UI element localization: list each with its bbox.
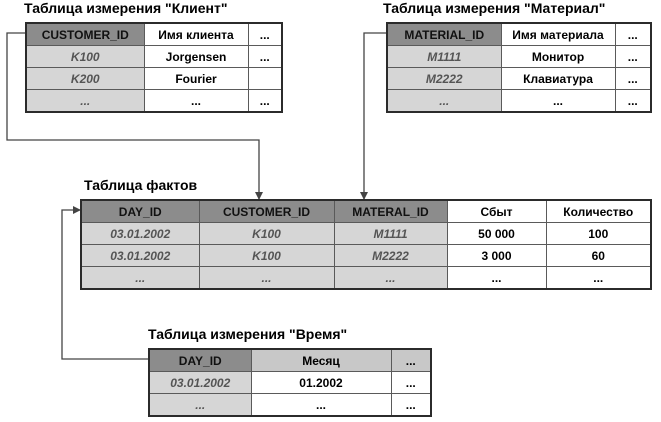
- cell-customer-id: K200: [26, 68, 144, 90]
- material-dim-table: [386, 22, 652, 113]
- cell-day-id: 03.01.2002: [149, 372, 251, 394]
- cell-material-id: M1111: [334, 223, 447, 245]
- header-customer-id: CUSTOMER_ID: [26, 23, 144, 46]
- cell-material-name: Монитор: [501, 46, 615, 68]
- table-row: [81, 223, 651, 245]
- header-more: ...: [615, 23, 651, 46]
- cell-ellipsis: ...: [501, 90, 615, 113]
- header-material-id: MATERAL_ID: [334, 200, 447, 223]
- cell-customer-name: Fourier: [144, 68, 248, 90]
- table-row: [149, 394, 431, 417]
- time-dim-title: Таблица измерения "Время": [148, 326, 348, 342]
- cell-customer-id: K100: [199, 223, 334, 245]
- table-row: [26, 46, 282, 68]
- customer-dim-title: Таблица измерения "Клиент": [24, 0, 228, 16]
- cell-sales: 50 000: [447, 223, 546, 245]
- cell-ellipsis: ...: [248, 90, 282, 113]
- cell-day-id: 03.01.2002: [81, 245, 199, 267]
- table-header-row: [81, 200, 651, 223]
- header-more: ...: [391, 349, 431, 372]
- cell-customer-id: K100: [26, 46, 144, 68]
- table-row: [26, 68, 282, 90]
- cell-customer-id: K100: [199, 245, 334, 267]
- header-more: ...: [248, 23, 282, 46]
- cell-material-id: M2222: [334, 245, 447, 267]
- header-quantity: Количество: [546, 200, 651, 223]
- cell-quantity: 60: [546, 245, 651, 267]
- table-row: [149, 372, 431, 394]
- table-row: [387, 46, 651, 68]
- cell-ellipsis: ...: [334, 267, 447, 290]
- cell-ellipsis: ...: [387, 90, 501, 113]
- time-dim-table: [148, 348, 432, 417]
- cell-sales: 3 000: [447, 245, 546, 267]
- customer-dim-table: [25, 22, 283, 113]
- table-row: [81, 267, 651, 290]
- cell-material-id: M2222: [387, 68, 501, 90]
- table-header-row: [26, 23, 282, 46]
- table-row: [26, 90, 282, 113]
- table-header-row: [387, 23, 651, 46]
- cell-ellipsis: ...: [615, 90, 651, 113]
- header-customer-id: CUSTOMER_ID: [199, 200, 334, 223]
- cell-ellipsis: ...: [81, 267, 199, 290]
- header-day-id: DAY_ID: [81, 200, 199, 223]
- cell-customer-name: Jorgensen: [144, 46, 248, 68]
- table-row: [81, 245, 651, 267]
- header-customer-name: Имя клиента: [144, 23, 248, 46]
- cell-ellipsis: ...: [26, 90, 144, 113]
- cell-ellipsis: ...: [144, 90, 248, 113]
- cell-month: 01.2002: [251, 372, 391, 394]
- table-header-row: [149, 349, 431, 372]
- cell-ellipsis: ...: [199, 267, 334, 290]
- cell-quantity: 100: [546, 223, 651, 245]
- header-day-id: DAY_ID: [149, 349, 251, 372]
- cell-more: ...: [615, 68, 651, 90]
- cell-more: ...: [391, 372, 431, 394]
- header-material-id: MATERIAL_ID: [387, 23, 501, 46]
- cell-ellipsis: ...: [391, 394, 431, 417]
- cell-ellipsis: ...: [546, 267, 651, 290]
- table-row: [387, 90, 651, 113]
- table-row: [387, 68, 651, 90]
- material-link-arrow: [364, 33, 386, 199]
- cell-more: [248, 68, 282, 90]
- material-dim-title: Таблица измерения "Материал": [383, 0, 606, 16]
- cell-ellipsis: ...: [251, 394, 391, 417]
- cell-ellipsis: ...: [447, 267, 546, 290]
- cell-material-id: M1111: [387, 46, 501, 68]
- fact-table: [80, 199, 652, 290]
- cell-more: ...: [248, 46, 282, 68]
- cell-day-id: 03.01.2002: [81, 223, 199, 245]
- header-sales: Сбыт: [447, 200, 546, 223]
- cell-material-name: Клавиатура: [501, 68, 615, 90]
- cell-ellipsis: ...: [149, 394, 251, 417]
- cell-more: ...: [615, 46, 651, 68]
- fact-table-title: Таблица фактов: [84, 177, 198, 193]
- header-month: Месяц: [251, 349, 391, 372]
- header-material-name: Имя материала: [501, 23, 615, 46]
